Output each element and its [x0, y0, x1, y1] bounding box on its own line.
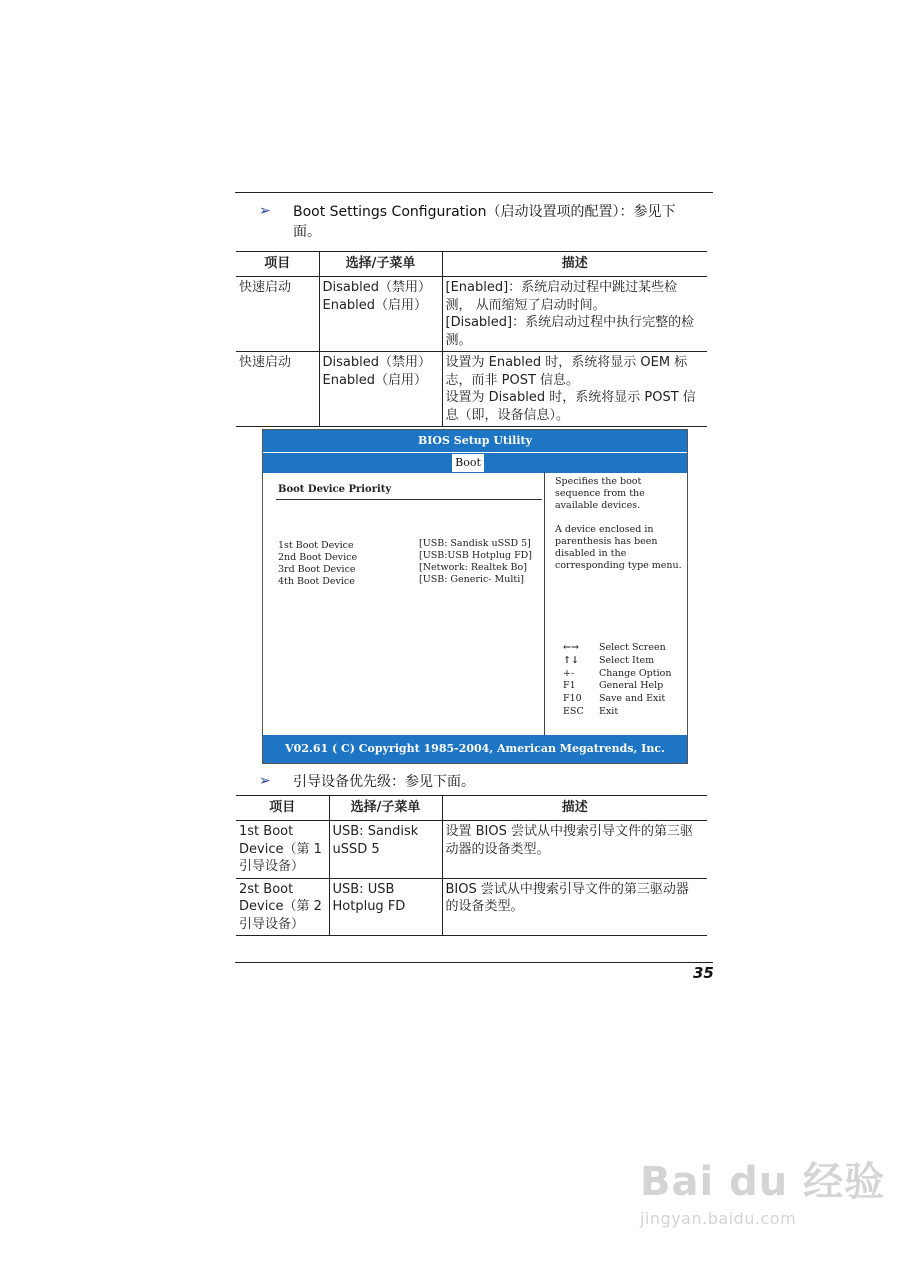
description-cell	[442, 878, 707, 936]
key-action: Exit	[599, 705, 619, 717]
item-line: 引导设备）	[239, 916, 305, 932]
help-text: Specifies the boot sequence from the available devices.	[555, 476, 645, 511]
option-text: Enabled（启用）	[322, 372, 428, 388]
boot-priority-table	[236, 795, 707, 936]
arrow-left-right-icon: ←→	[563, 642, 579, 653]
options-cell	[319, 277, 442, 352]
description-line: 设置为 Enabled 时，系统将显示 OEM 标	[445, 355, 688, 370]
key-legend-row	[563, 706, 671, 719]
bullet-arrow-icon: ➢	[259, 773, 271, 789]
table-row	[236, 821, 707, 879]
option-text: Hotplug FD	[332, 899, 406, 914]
bios-key-legend	[563, 642, 671, 719]
key-action: Change Option	[599, 667, 672, 679]
boot-device-label: 2nd Boot Device	[278, 552, 358, 563]
boot-device-label: 4th Boot Device	[278, 576, 355, 587]
description-line: BIOS 尝试从中搜索引导文件的第三驱动器	[445, 881, 689, 897]
bios-main-panel	[263, 472, 545, 735]
key-legend-row	[563, 642, 671, 655]
description-cell	[442, 352, 707, 427]
option-text: USB: Sandisk	[332, 824, 419, 839]
heading-line-1: Boot Settings Configuration（启动设置项的配置）：参见下	[293, 204, 676, 220]
item-line: 1st Boot	[239, 824, 294, 839]
key-label: F10	[563, 693, 582, 705]
description-line: 志，而非 POST 信息。	[445, 372, 580, 388]
key-legend-row	[563, 680, 671, 693]
item-line: Device（第 2	[239, 899, 322, 914]
bios-title-bar: BIOS Setup Utility	[263, 430, 687, 452]
description-line: [Disabled]：系统启动过程中执行完整的检	[445, 315, 695, 330]
watermark-url: jingyan.baidu.com	[640, 1209, 797, 1228]
tab-boot[interactable]: Boot	[452, 454, 484, 472]
key-action: Select Item	[599, 654, 655, 666]
description-line: 的设备类型。	[445, 899, 524, 914]
section-heading-boot-settings	[293, 202, 703, 242]
item-line: 引导设备）	[239, 859, 305, 874]
help-text: A device enclosed in parenthesis has been disabled in the corresponding type menu.	[555, 524, 682, 571]
bios-setup-screenshot	[262, 429, 688, 764]
item-cell	[236, 821, 329, 879]
header-options: 选择/子菜单	[319, 252, 442, 277]
boot-device-value[interactable]: [USB: Sandisk uSSD 5]	[419, 538, 531, 549]
description-cell	[442, 821, 707, 879]
boot-settings-table	[236, 251, 707, 427]
header-item: 项目	[236, 796, 329, 821]
header-options: 选择/子菜单	[329, 796, 442, 821]
bios-divider	[276, 499, 542, 500]
key-legend-row	[563, 655, 671, 668]
item-cell: 快速启动	[236, 352, 319, 427]
bios-help-panel	[555, 476, 683, 584]
table-header-row	[236, 796, 707, 821]
top-rule	[235, 192, 713, 193]
table-row	[236, 277, 707, 352]
key-legend-row	[563, 693, 671, 706]
key-label: F1	[563, 680, 576, 692]
item-line: 2st Boot	[239, 881, 294, 897]
header-description: 描述	[442, 796, 707, 821]
key-label: +-	[563, 667, 575, 679]
option-text: Disabled（禁用）	[322, 355, 431, 370]
key-action: General Help	[599, 680, 664, 692]
table-row	[236, 352, 707, 427]
option-text: USB: USB	[332, 881, 395, 897]
watermark-logo: Bai du 经验	[640, 1159, 886, 1205]
key-legend-row	[563, 668, 671, 681]
option-text: uSSD 5	[332, 841, 380, 857]
table-header-row	[236, 252, 707, 277]
boot-device-value[interactable]: [USB:USB Hotplug FD]	[419, 550, 532, 561]
arrow-up-down-icon: ↑↓	[563, 654, 579, 666]
description-cell	[442, 277, 707, 352]
table-row	[236, 878, 707, 936]
header-item: 项目	[236, 252, 319, 277]
boot-device-value[interactable]: [USB: Generic- Multi]	[419, 574, 524, 585]
boot-device-label: 3rd Boot Device	[278, 564, 356, 575]
boot-device-label: 1st Boot Device	[278, 540, 354, 551]
item-line: Device（第 1	[239, 841, 322, 857]
boot-device-value[interactable]: [Network: Realtek Bo]	[419, 562, 527, 573]
header-description: 描述	[442, 252, 707, 277]
description-line: 设置为 Disabled 时，系统将显示 POST 信	[445, 390, 696, 405]
options-cell	[319, 352, 442, 427]
description-line: 动器的设备类型。	[445, 841, 550, 857]
option-text: Enabled（启用）	[322, 297, 428, 313]
item-cell: 快速启动	[236, 277, 319, 352]
key-action: Select Screen	[599, 642, 666, 653]
page-number: 35	[693, 964, 714, 982]
item-cell	[236, 878, 329, 936]
key-action: Save and Exit	[599, 693, 666, 705]
description-line: 设置 BIOS 尝试从中搜索引导文件的第三驱	[445, 824, 694, 839]
description-line: 测。	[445, 332, 472, 348]
bios-tab-bar	[263, 452, 687, 473]
description-line: 息（即，设备信息）。	[445, 407, 570, 423]
description-line: 测， 从而缩短了启动时间。	[445, 297, 606, 313]
bios-copyright-footer: V02.61 ( C) Copyright 1985-2004, American Megatrends, Inc.	[263, 735, 687, 763]
key-label: ESC	[563, 705, 584, 717]
option-text: Disabled（禁用）	[322, 280, 431, 295]
bullet-arrow-icon: ➢	[259, 203, 271, 219]
section-heading-boot-priority: 引导设备优先级：参见下面。	[293, 774, 475, 790]
bottom-rule	[235, 962, 713, 963]
heading-line-2: 面。	[293, 224, 321, 240]
description-line: [Enabled]：系统启动过程中跳过某些检	[445, 280, 678, 295]
options-cell	[329, 821, 442, 879]
bios-section-title: Boot Device Priority	[278, 484, 392, 495]
baidu-jingyan-watermark	[640, 1150, 885, 1228]
options-cell	[329, 878, 442, 936]
